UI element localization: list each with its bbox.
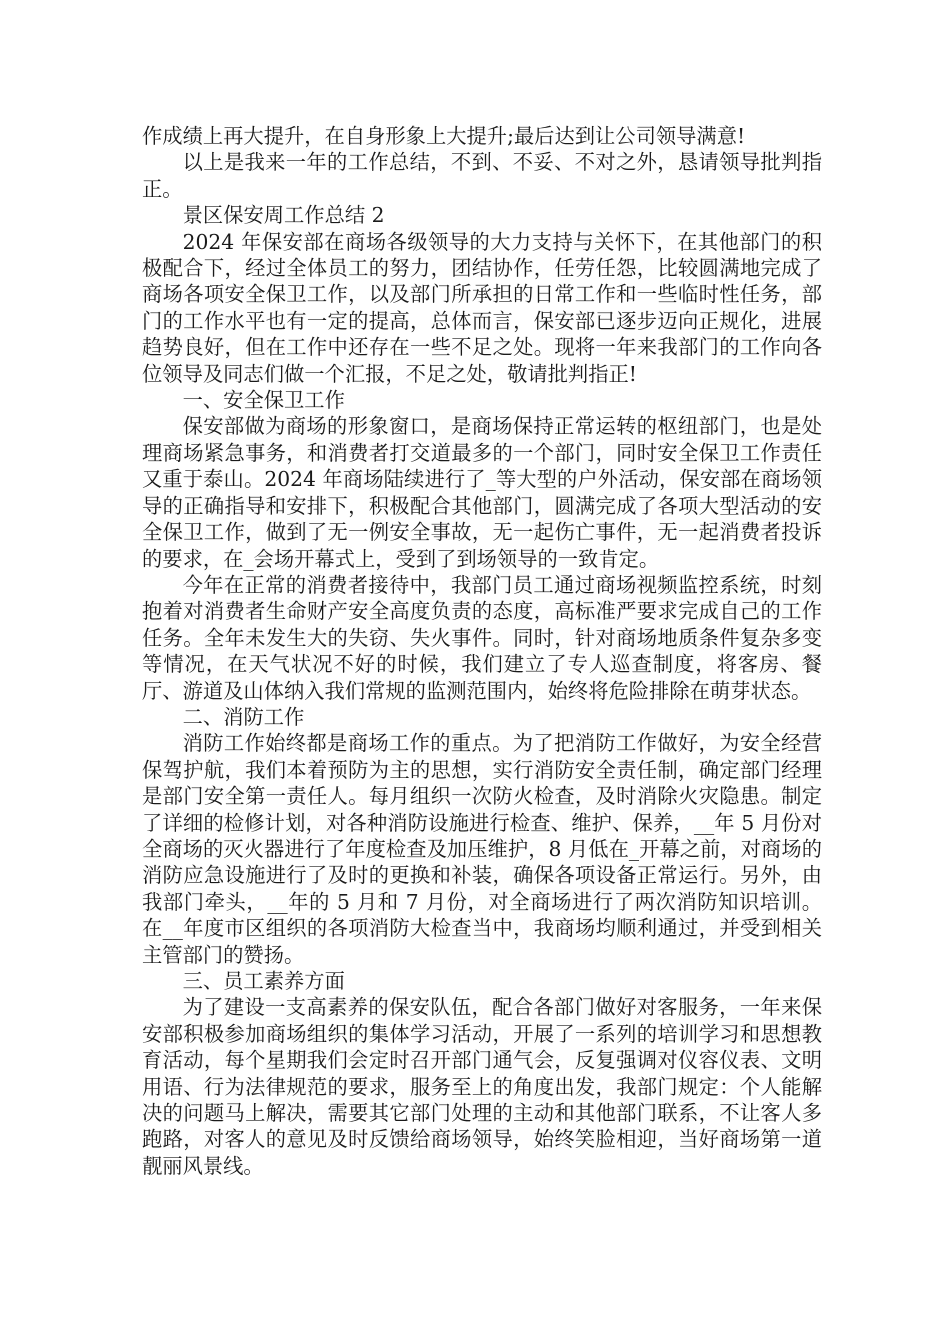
document-body bbox=[142, 123, 822, 1179]
paragraph-intro: 2024 年保安部在商场各级领导的大力支持与关怀下，在其他部门的积极配合下，经过全体员工的努力，团结协作，任劳任怨，比较圆满地完成了商场各项安全保卫工作，以及部门所承担的日常工作和一些临时性任务，部门的工作水平也有一定的提高，总体而言，保安部已逐步迈向正规化，进展趋势良好，但在工作中还存在一些不足之处。现将一年来我部门的工作向各位领导及同志们做一个汇报，不足之处，敬请批判指正! bbox=[142, 229, 822, 386]
paragraph-closing-remark: 以上是我来一年的工作总结，不到、不妥、不对之外，恳请领导批判指正。 bbox=[142, 150, 822, 201]
section-heading-security: 一、安全保卫工作 bbox=[182, 388, 345, 413]
paragraph-staff: 为了建设一支高素养的保安队伍，配合各部门做好对客服务，一年来保安部积极参加商场组织的集体学习活动，开展了一系列的培训学习和思想教育活动，每个星期我们会定时召开部门通气会，反复强调对仪容仪表、文明用语、行为法律规范的要求，服务至上的角度出发，我部门规定：个人能解决的问题马上解决，需要其它部门处理的主动和其他部门联系，不让客人多跑路，对客人的意见及时反馈给商场领导，始终笑脸相迎，当好商场第一道靓丽风景线。 bbox=[142, 995, 822, 1178]
paragraph-security-1: 保安部做为商场的形象窗口，是商场保持正常运转的枢纽部门，也是处理商场紧急事务，和消费者打交道最多的一个部门，同时安全保卫工作责任又重于泰山。2024 年商场陆续进行了_等大型的户外活动，保安部在商场领导的正确指导和安排下，积极配合其他部门，圆满完成了各项大型活动的安全保卫工作，做到了无一例安全事故，无一起伤亡事件，无一起消费者投诉的要求，在_会场开幕式上，受到了到场领导的一致肯定。 bbox=[142, 414, 822, 571]
paragraph-fire: 消防工作始终都是商场工作的重点。为了把消防工作做好，为安全经营保驾护航，我们本着预防为主的思想，实行消防安全责任制，确定部门经理是部门安全第一责任人。每月组织一次防火检查，及时消除火灾隐患。制定了详细的检修计划，对各种消防设施进行检查、维护、保养，__年 5 月份对全商场的灭火器进行了年度检查及加压维护，8 月低在_开幕之前，对商场的消防应急设施进行了及时的更换和补装，确保各项设备正常运行。另外，由我部门牵头，__年的 5 月和 7 月份，对全商场进行了两次消防知识培训。在__年度市区组织的各项消防大检查当中，我商场均顺利通过，并受到相关主管部门的赞扬。 bbox=[142, 731, 822, 967]
document-title: 景区保安周工作总结 2 bbox=[182, 203, 385, 228]
section-heading-fire: 二、消防工作 bbox=[182, 704, 305, 729]
paragraph-security-2: 今年在正常的消费者接待中，我部门员工通过商场视频监控系统，时刻抱着对消费者生命财产安全高度负责的态度，高标准严要求完成自己的工作任务。全年未发生大的失窃、失火事件。同时，针对商场地质条件复杂多变等情况，在天气状况不好的时候，我们建立了专人巡查制度，将客房、餐厅、游道及山体纳入我们常规的监测范围内，始终将危险排除在萌芽状态。 bbox=[142, 572, 822, 703]
section-heading-staff: 三、员工素养方面 bbox=[182, 969, 345, 993]
paragraph-closing-line: 作成绩上再大提升，在自身形象上大提升;最后达到让公司领导满意! bbox=[142, 124, 746, 148]
